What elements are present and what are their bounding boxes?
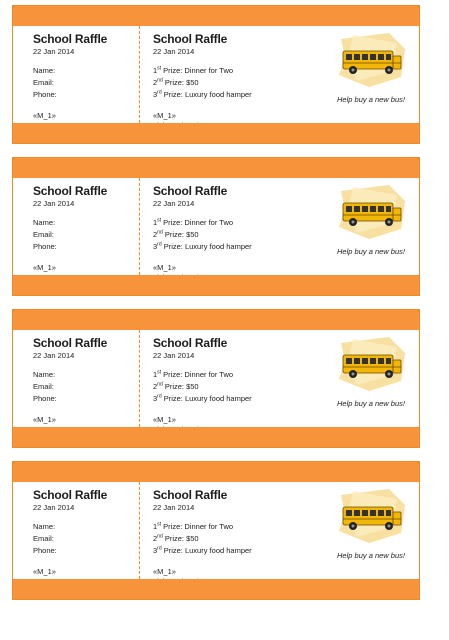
stub-date: 22 Jan 2014	[33, 503, 75, 512]
ticket-stub	[33, 330, 135, 424]
stub-merge-field: «M_1»	[33, 263, 56, 272]
perforation-divider	[139, 26, 140, 123]
main-date: 22 Jan 2014	[153, 47, 195, 56]
main-title: School Raffle	[153, 336, 228, 350]
stub-merge-field: «M_1»	[33, 415, 56, 424]
ticket-top-band	[13, 6, 419, 26]
stub-phone-label: Phone:	[33, 394, 57, 403]
stub-email-label: Email:	[33, 534, 54, 543]
stub-email-label: Email:	[33, 230, 54, 239]
main-title: School Raffle	[153, 184, 228, 198]
main-title: School Raffle	[153, 32, 228, 46]
stub-fields	[33, 217, 135, 253]
stub-date: 22 Jan 2014	[33, 351, 75, 360]
perforation-divider	[139, 178, 140, 275]
prize-item: 2nd Prize: $50	[153, 77, 199, 87]
prize-item: 2nd Prize: $50	[153, 381, 199, 391]
ticket-top-band	[13, 158, 419, 178]
stub-phone-label: Phone:	[33, 242, 57, 251]
slogan: Help buy a new bus!	[337, 399, 405, 408]
stub-email-label: Email:	[33, 78, 54, 87]
stub-date: 22 Jan 2014	[33, 199, 75, 208]
main-date: 22 Jan 2014	[153, 351, 195, 360]
main-merge-field: «M_1»	[153, 111, 176, 120]
stub-title: School Raffle	[33, 32, 108, 46]
ticket-stub	[33, 26, 135, 120]
raffle-ticket	[12, 461, 420, 600]
stub-fields	[33, 65, 135, 101]
main-merge-field: «M_1»	[153, 263, 176, 272]
prize-item: 3rd Prize: Luxury food hamper	[153, 545, 252, 555]
slogan: Help buy a new bus!	[337, 551, 405, 560]
main-merge-field: «M_1»	[153, 415, 176, 424]
prize-item: 3rd Prize: Luxury food hamper	[153, 89, 252, 99]
stub-email-label: Email:	[33, 382, 54, 391]
slogan: Help buy a new bus!	[337, 247, 405, 256]
raffle-ticket	[12, 309, 420, 448]
stub-title: School Raffle	[33, 184, 108, 198]
prize-item: 2nd Prize: $50	[153, 229, 199, 239]
ticket-bottom-band	[13, 275, 419, 295]
perforation-divider	[139, 482, 140, 579]
raffle-ticket	[12, 157, 420, 296]
stub-title: School Raffle	[33, 336, 108, 350]
stub-date: 22 Jan 2014	[33, 47, 75, 56]
ticket-stub	[33, 482, 135, 576]
prize-item: 1st Prize: Dinner for Two	[153, 369, 234, 379]
ticket-top-band	[13, 310, 419, 330]
slogan: Help buy a new bus!	[337, 95, 405, 104]
main-date: 22 Jan 2014	[153, 503, 195, 512]
ticket-stub	[33, 178, 135, 272]
ticket-top-band	[13, 462, 419, 482]
ticket-bottom-band	[13, 427, 419, 447]
stub-phone-label: Phone:	[33, 90, 57, 99]
stub-name-label: Name:	[33, 66, 56, 75]
stub-phone-label: Phone:	[33, 546, 57, 555]
stub-name-label: Name:	[33, 218, 56, 227]
ticket-bottom-band	[13, 579, 419, 599]
stub-title: School Raffle	[33, 488, 108, 502]
main-date: 22 Jan 2014	[153, 199, 195, 208]
stub-merge-field: «M_1»	[33, 567, 56, 576]
school-bus-icon	[331, 31, 411, 91]
stub-fields	[33, 369, 135, 405]
school-bus-icon	[331, 183, 411, 243]
stub-fields	[33, 521, 135, 557]
prize-item: 3rd Prize: Luxury food hamper	[153, 241, 252, 251]
main-merge-field: «M_1»	[153, 567, 176, 576]
stub-name-label: Name:	[33, 522, 56, 531]
school-bus-icon	[331, 487, 411, 547]
school-bus-icon	[331, 335, 411, 395]
stub-name-label: Name:	[33, 370, 56, 379]
main-title: School Raffle	[153, 488, 228, 502]
prize-item: 1st Prize: Dinner for Two	[153, 217, 234, 227]
perforation-divider	[139, 330, 140, 427]
prize-item: 2nd Prize: $50	[153, 533, 199, 543]
prize-item: 3rd Prize: Luxury food hamper	[153, 393, 252, 403]
prize-item: 1st Prize: Dinner for Two	[153, 521, 234, 531]
ticket-bottom-band	[13, 123, 419, 143]
stub-merge-field: «M_1»	[33, 111, 56, 120]
prize-item: 1st Prize: Dinner for Two	[153, 65, 234, 75]
raffle-ticket	[12, 5, 420, 144]
